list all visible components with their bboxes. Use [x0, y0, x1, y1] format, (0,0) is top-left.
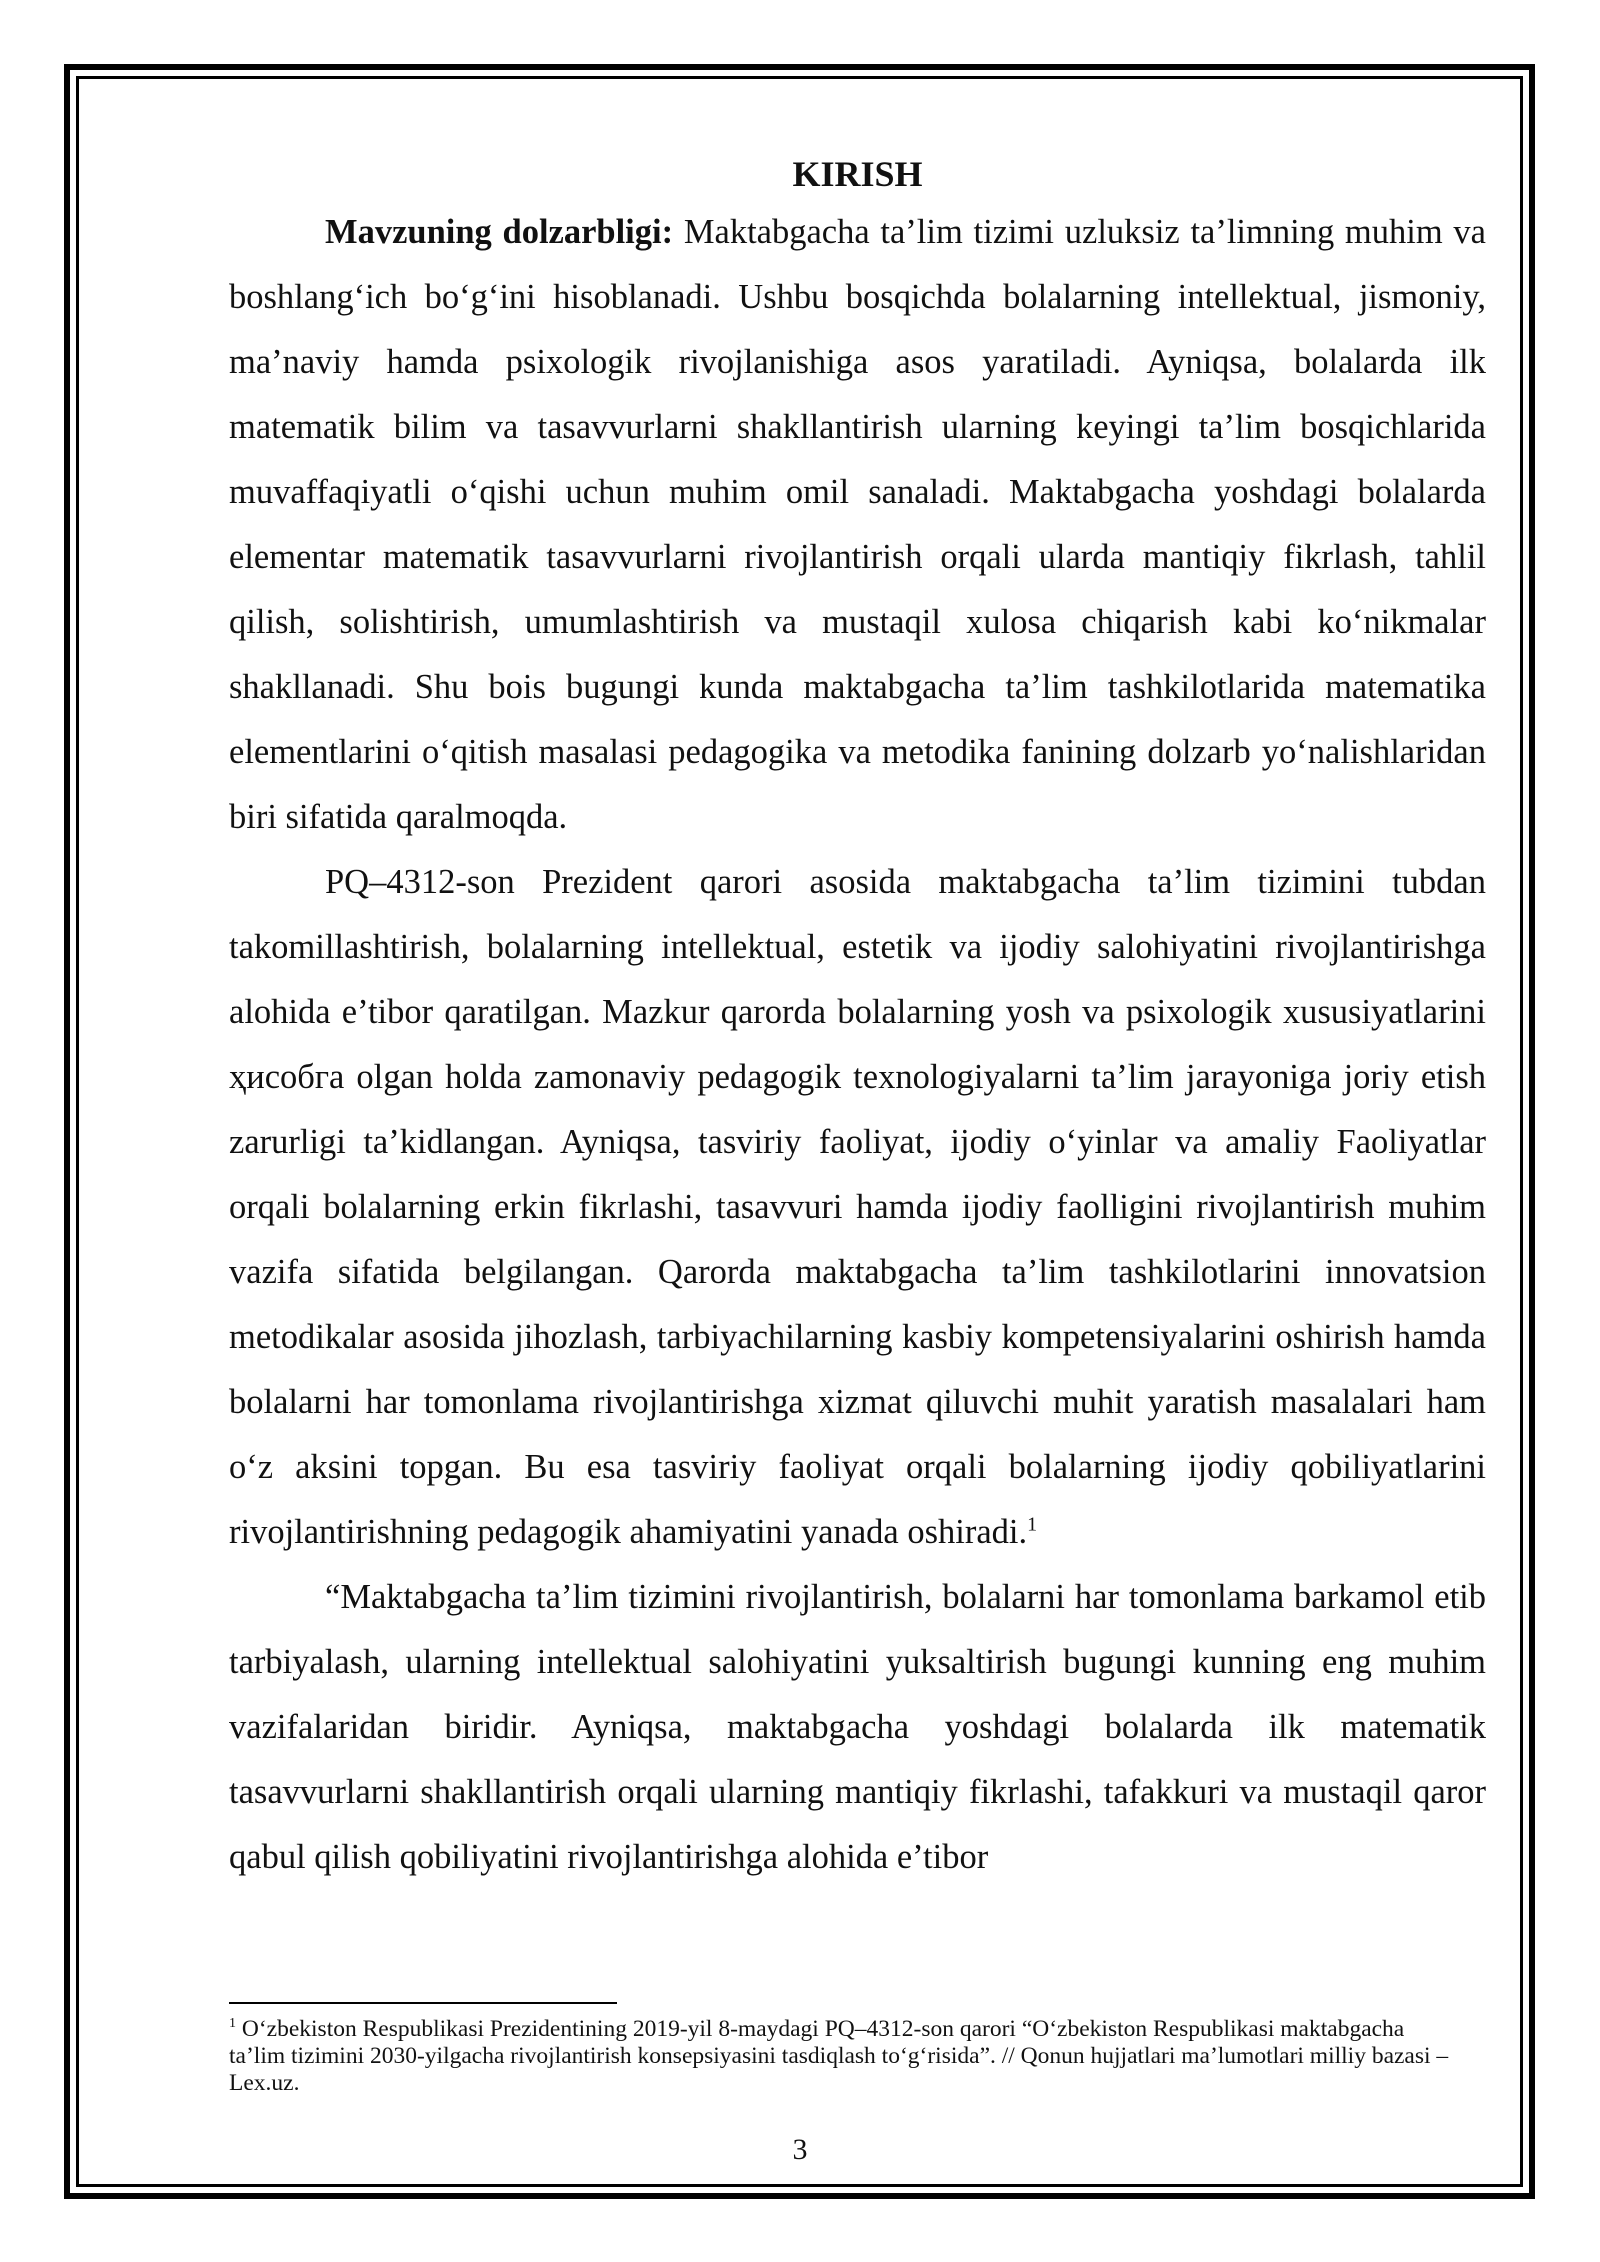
paragraph-decree	[229, 850, 1486, 1565]
paragraph-quote	[229, 1565, 1486, 1890]
paragraph-text: PQ–4312-son Prezident qarori asosida maktabgacha ta’lim tizimini tubdan takomillashtirish, bolalarning intellektual, estetik va ijodiy salohiyatini rivojlantirishga alohida e’tibor qaratilgan. Mazkur qarorda bolalarning yosh va psixologik xususiyatlarini ҳисобга olgan holda zamonaviy pedagogik texnologiyalarni ta’lim jarayoniga joriy etish zarurligi ta’kidlangan. Ayniqsa, tasviriy faoliyat, ijodiy o‘yinlar va amaliy Faoliyatlar orqali bolalarning erkin fikrlashi, tasavvuri hamda ijodiy faolligini rivojlantirish muhim vazifa sifatida belgilangan. Qarorda maktabgacha ta’lim tashkilotlarini innovatsion metodikalar asosida jihozlash, tarbiyachilarning kasbiy kompetensiyalarini oshirish hamda bolalarni har tomonlama rivojlantirishga xizmat qiluvchi muhit yaratish masalalari ham o‘z aksini topgan. Bu esa tasviriy faoliyat orqali bolalarning ijodiy qobiliyatlarini rivojlantirishning pedagogik ahamiyatini yanada oshiradi.	[229, 863, 1486, 1551]
paragraph-lead-heading: Mavzuning dolzarbligi:	[325, 213, 674, 251]
footnote-marker: 1	[229, 2016, 236, 2032]
document-body	[229, 148, 1486, 1890]
document-title: KIRISH	[792, 154, 923, 194]
paragraph-text: Maktabgacha ta’lim tizimi uzluksiz ta’limning muhim va boshlang‘ich bo‘g‘ini hisoblanadi. Ushbu bosqichda bolalarning intellektual, jismoniy, ma’naviy hamda psixologik rivojlanishiga asos yaratiladi. Ayniqsa, bolalarda ilk matematik bilim va tasavvurlarni shakllantirish ularning keyingi ta’lim bosqichlarida muvaffaqiyatli o‘qishi uchun muhim omil sanaladi. Maktabgacha yoshdagi bolalarda elementar matematik tasavvurlarni rivojlantirish orqali ularda mantiqiy fikrlash, tahlil qilish, solishtirish, umumlashtirish va mustaqil xulosa chiqarish kabi ko‘nikmalar shakllanadi. Shu bois bugungi kunda maktabgacha ta’lim tashkilotlarida matematika elementlarini o‘qitish masalasi pedagogika va metodika fanining dolzarb yo‘nalishlaridan biri sifatida qaralmoqda.	[229, 213, 1486, 836]
footnote	[229, 2016, 1459, 2097]
paragraph-text: “Maktabgacha ta’lim tizimini rivojlantirish, bolalarni har tomonlama barkamol etib tarbiyalash, ularning intellektual salohiyatini yuksaltirish bugungi kunning eng muhim vazifalaridan biridir. Ayniqsa, maktabgacha yoshdagi bolalarda ilk matematik tasavvurlarni shakllantirish orqali ularning mantiqiy fikrlashi, tafakkuri va mustaqil qaror qabul qilish qobiliyatini rivojlantirishga alohida e’tibor	[229, 1578, 1486, 1876]
footnote-reference[interactable]: 1	[1027, 1513, 1038, 1536]
footnote-text: O‘zbekiston Respublikasi Prezidentining 2019-yil 8-maydagi PQ–4312-son qarori “O‘zbekiston Respublikasi maktabgacha ta’lim tizimini 2030-yilgacha rivojlantirish konsepsiyasini tasdiqlash to‘g‘risida”. // Qonun hujjatlari ma’lumotlari milliy bazasi – Lex.uz.	[229, 2016, 1449, 2096]
page-number: 3	[792, 2133, 808, 2166]
paragraph-relevance	[229, 200, 1486, 850]
footnote-separator	[229, 2002, 617, 2004]
